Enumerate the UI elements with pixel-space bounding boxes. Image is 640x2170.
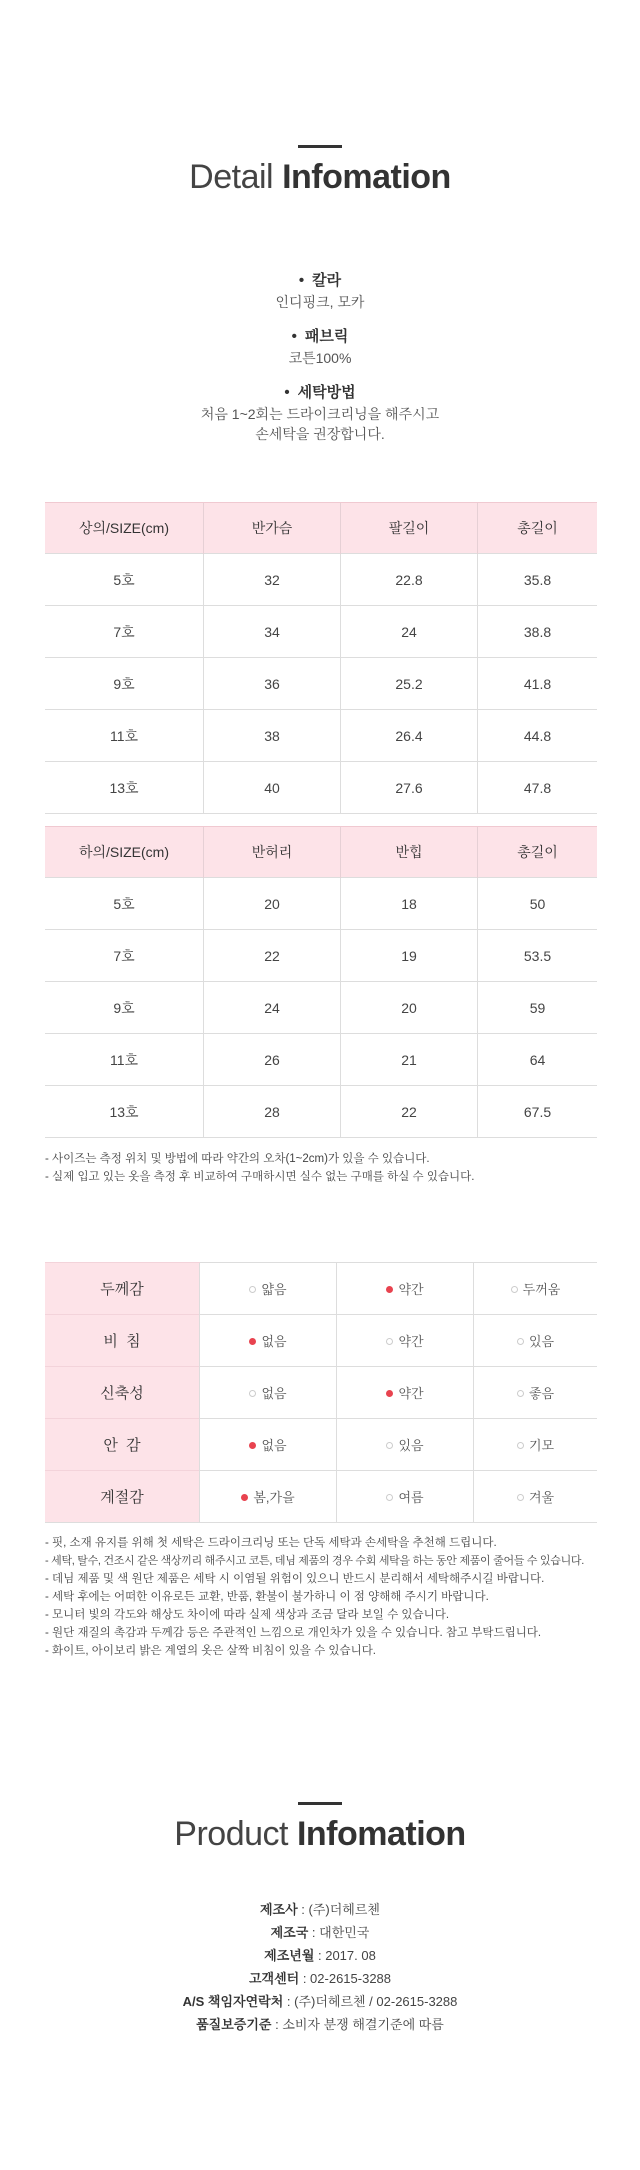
- table-cell: 38.8: [478, 606, 598, 658]
- table-cell: 7호: [45, 606, 204, 658]
- feel-label: 계절감: [45, 1471, 200, 1523]
- table-cell: 11호: [45, 710, 204, 762]
- table-cell: 26: [204, 1034, 341, 1086]
- detail-title-bold: Infomation: [282, 158, 451, 196]
- feel-option: 얇음: [200, 1263, 337, 1315]
- table-cell: 36: [204, 658, 341, 710]
- spec-color: [0, 270, 640, 312]
- feel-option: 약간: [337, 1367, 474, 1419]
- table-row: [45, 710, 597, 762]
- note-line: - 데님 제품 및 색 원단 제품은 세탁 시 이염될 위험이 있으니 반드시 분리해서 세탁해주시길 바랍니다.: [45, 1573, 545, 1585]
- feel-label: 신축성: [45, 1367, 200, 1419]
- table-cell: 19: [341, 930, 478, 982]
- spec-fabric: [0, 326, 640, 368]
- table-header-row: [45, 827, 597, 878]
- bullet: •: [284, 384, 290, 401]
- radio-indicator-icon: [249, 1286, 256, 1293]
- table-cell: 28: [204, 1086, 341, 1138]
- table-row: [45, 878, 597, 930]
- top-size-table: [45, 502, 597, 814]
- info-row: 제조년월 : 2017. 08: [264, 1948, 376, 1963]
- table-header: 하의/SIZE(cm): [45, 827, 204, 878]
- table-cell: 5호: [45, 878, 204, 930]
- radio-indicator-icon: [517, 1390, 524, 1397]
- spec-value: 코튼100%: [288, 350, 352, 366]
- radio-indicator-icon: [241, 1494, 248, 1501]
- product-title: [0, 1815, 640, 1854]
- table-header-row: [45, 503, 597, 554]
- feel-option: 기모: [474, 1419, 598, 1471]
- table-row: [45, 1034, 597, 1086]
- table-cell: 13호: [45, 762, 204, 814]
- feel-option: 있음: [337, 1419, 474, 1471]
- table-row: [45, 606, 597, 658]
- radio-indicator-icon: [386, 1494, 393, 1501]
- note-line: - 세탁, 탈수, 건조시 같은 색상끼리 해주시고 코튼, 데님 제품의 경우 수회 세탁을 하는 동안 제품이 줄어들 수 있습니다.: [45, 1555, 584, 1567]
- table-header: 반허리: [204, 827, 341, 878]
- feel-row-sheerness: [45, 1315, 597, 1367]
- info-row: 제조사 : (주)더헤르첸: [260, 1902, 380, 1917]
- info-row: 품질보증기준 : 소비자 분쟁 해결기준에 따름: [196, 2017, 444, 2032]
- product-title-light: Product: [174, 1815, 288, 1853]
- spec-list: [0, 270, 640, 458]
- radio-indicator-icon: [517, 1442, 524, 1449]
- table-cell: 67.5: [478, 1086, 598, 1138]
- feel-option: 겨울: [474, 1471, 598, 1523]
- table-cell: 22.8: [341, 554, 478, 606]
- radio-indicator-icon: [249, 1338, 256, 1345]
- feel-option: 있음: [474, 1315, 598, 1367]
- table-cell: 22: [341, 1086, 478, 1138]
- table-row: [45, 930, 597, 982]
- radio-indicator-icon: [511, 1286, 518, 1293]
- table-cell: 21: [341, 1034, 478, 1086]
- feel-row-season: [45, 1471, 597, 1523]
- radio-indicator-icon: [249, 1390, 256, 1397]
- spec-value: 인디핑크, 모카: [275, 294, 365, 310]
- radio-indicator-icon: [249, 1442, 256, 1449]
- table-cell: 9호: [45, 982, 204, 1034]
- table-row: [45, 982, 597, 1034]
- note-line: - 원단 재질의 촉감과 두께감 등은 주관적인 느낌으로 개인차가 있을 수 있습니다. 참고 부탁드립니다.: [45, 1627, 542, 1639]
- spec-label: • 세탁방법: [0, 382, 640, 404]
- feel-option: 좋음: [474, 1367, 598, 1419]
- detail-title: [0, 158, 640, 197]
- note-line: - 모니터 빛의 각도와 해상도 차이에 따라 실제 색상과 조금 달라 보일 수 있습니다.: [45, 1609, 450, 1621]
- bullet: •: [291, 328, 297, 345]
- table-header: 반가슴: [204, 503, 341, 554]
- table-cell: 64: [478, 1034, 598, 1086]
- feel-option: 두꺼움: [474, 1263, 598, 1315]
- table-cell: 44.8: [478, 710, 598, 762]
- table-cell: 47.8: [478, 762, 598, 814]
- feel-option: 약간: [337, 1263, 474, 1315]
- table-cell: 32: [204, 554, 341, 606]
- table-cell: 40: [204, 762, 341, 814]
- table-header: 팔길이: [341, 503, 478, 554]
- table-header: 반힙: [341, 827, 478, 878]
- table-cell: 53.5: [478, 930, 598, 982]
- table-row: [45, 658, 597, 710]
- table-header: 총길이: [478, 503, 598, 554]
- table-cell: 24: [204, 982, 341, 1034]
- radio-indicator-icon: [386, 1442, 393, 1449]
- note-line: - 화이트, 아이보리 밝은 계열의 옷은 살짝 비침이 있을 수 있습니다.: [45, 1645, 377, 1657]
- feel-row-lining: [45, 1419, 597, 1471]
- feel-option: 없음: [200, 1315, 337, 1367]
- spec-value: 처음 1~2회는 드라이크리닝을 해주시고: [200, 406, 440, 422]
- table-cell: 22: [204, 930, 341, 982]
- size-notes: [45, 1150, 605, 1186]
- table-header: 상의/SIZE(cm): [45, 503, 204, 554]
- radio-indicator-icon: [386, 1390, 393, 1397]
- care-notes: [45, 1534, 605, 1660]
- feel-option: 없음: [200, 1419, 337, 1471]
- table-cell: 27.6: [341, 762, 478, 814]
- table-cell: 34: [204, 606, 341, 658]
- table-cell: 20: [204, 878, 341, 930]
- table-cell: 5호: [45, 554, 204, 606]
- radio-indicator-icon: [517, 1494, 524, 1501]
- radio-indicator-icon: [517, 1338, 524, 1345]
- feel-label: 비 침: [45, 1315, 200, 1367]
- table-cell: 9호: [45, 658, 204, 710]
- info-row: 제조국 : 대한민국: [270, 1925, 370, 1940]
- note-line: - 세탁 후에는 어떠한 이유로든 교환, 반품, 환불이 불가하니 이 점 양해해 주시기 바랍니다.: [45, 1591, 489, 1603]
- title-divider: [298, 1802, 342, 1805]
- table-cell: 59: [478, 982, 598, 1034]
- detail-title-light: Detail: [189, 158, 274, 196]
- spec-value: 손세탁을 권장합니다.: [255, 426, 385, 442]
- feel-option: 없음: [200, 1367, 337, 1419]
- note-line: - 핏, 소재 유지를 위해 첫 세탁은 드라이크리닝 또는 단독 세탁과 손세탁을 추천해 드립니다.: [45, 1537, 497, 1549]
- fabric-feel-table: [45, 1262, 597, 1523]
- table-cell: 26.4: [341, 710, 478, 762]
- bullet: •: [298, 272, 305, 289]
- table-cell: 11호: [45, 1034, 204, 1086]
- table-cell: 24: [341, 606, 478, 658]
- table-row: [45, 762, 597, 814]
- product-info-list: [0, 1898, 640, 2036]
- table-cell: 13호: [45, 1086, 204, 1138]
- feel-row-stretch: [45, 1367, 597, 1419]
- spec-label: • 패브릭: [0, 326, 640, 348]
- feel-row-thickness: [45, 1263, 597, 1315]
- feel-label: 안 감: [45, 1419, 200, 1471]
- table-cell: 41.8: [478, 658, 598, 710]
- feel-label: 두께감: [45, 1263, 200, 1315]
- product-title-bold: Infomation: [296, 1815, 466, 1853]
- note-line: - 사이즈는 측정 위치 및 방법에 따라 약간의 오차(1~2cm)가 있을 수 있습니다.: [45, 1153, 430, 1165]
- radio-indicator-icon: [386, 1338, 393, 1345]
- bottom-size-table: [45, 826, 597, 1138]
- info-row: 고객센터 : 02-2615-3288: [248, 1971, 392, 1986]
- radio-indicator-icon: [386, 1286, 393, 1293]
- spec-label: • 칼라: [0, 270, 640, 292]
- table-row: [45, 554, 597, 606]
- table-cell: 18: [341, 878, 478, 930]
- table-cell: 38: [204, 710, 341, 762]
- table-cell: 50: [478, 878, 598, 930]
- table-cell: 7호: [45, 930, 204, 982]
- info-row: A/S 책임자연락처 : (주)더헤르첸 / 02-2615-3288: [182, 1994, 458, 2009]
- spec-washing: [0, 382, 640, 444]
- table-row: [45, 1086, 597, 1138]
- title-divider: [298, 145, 342, 148]
- feel-option: 봄,가을: [200, 1471, 337, 1523]
- table-cell: 25.2: [341, 658, 478, 710]
- table-header: 총길이: [478, 827, 598, 878]
- feel-option: 약간: [337, 1315, 474, 1367]
- table-cell: 35.8: [478, 554, 598, 606]
- note-line: - 실제 입고 있는 옷을 측정 후 비교하여 구매하시면 실수 없는 구매를 하실 수 있습니다.: [45, 1171, 475, 1183]
- table-cell: 20: [341, 982, 478, 1034]
- feel-option: 여름: [337, 1471, 474, 1523]
